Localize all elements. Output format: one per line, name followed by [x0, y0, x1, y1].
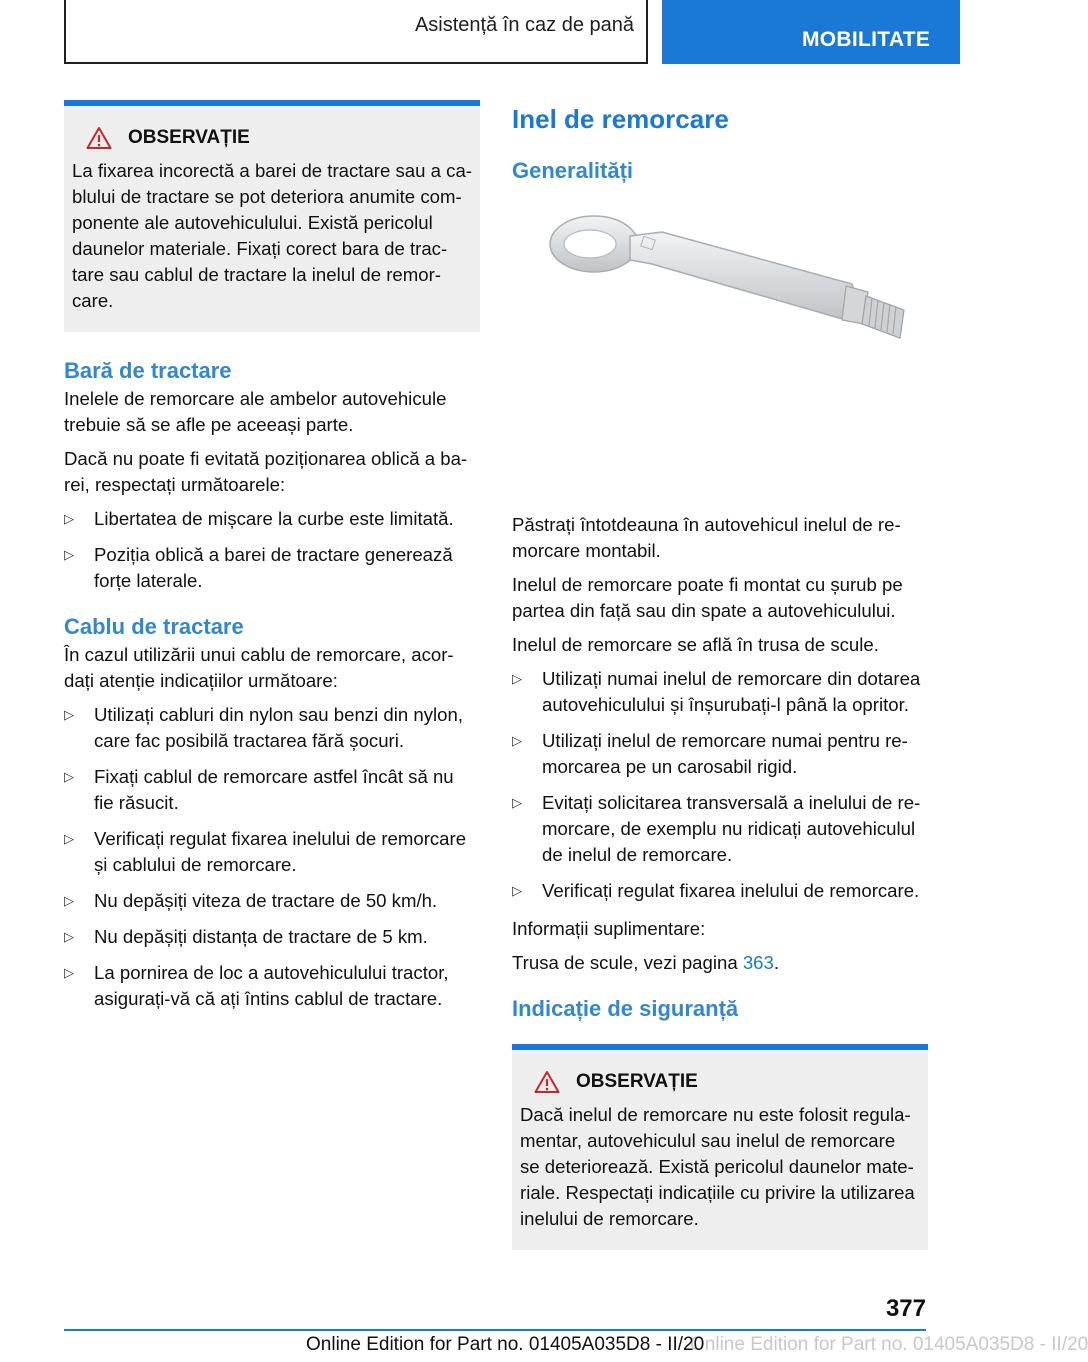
list-item: ▷ Nu depășiți viteza de tractare de 50 km/h. — [64, 888, 480, 914]
notice-title: OBSERVAȚIE — [128, 127, 250, 148]
bullet-icon: ▷ — [64, 547, 74, 562]
list-item: ▷ Fixați cablul de remorcare astfel încât să nu fie răsucit. — [64, 766, 454, 813]
notice-header — [520, 1068, 920, 1096]
footer-watermark: Online Edition for Part no. 01405A035D8 - II/20 — [690, 1334, 1088, 1355]
notice-box — [64, 100, 480, 332]
section-heading-bar: Bară de tractare — [64, 358, 232, 383]
left-column — [64, 100, 480, 1022]
bullet-list — [512, 666, 928, 904]
list-item: ▷ Verificați regulat fixarea inelului de remorcare. — [512, 878, 928, 904]
section-heading-cable: Cablu de tractare — [64, 614, 244, 639]
section-heading-towing-eye: Inel de remorcare — [512, 104, 729, 134]
paragraph: Inelul de remorcare se află în trusa de scule. — [512, 634, 879, 655]
bullet-list — [64, 506, 480, 594]
bullet-icon: ▷ — [512, 795, 522, 810]
list-item: ▷ La pornirea de loc a autovehiculului tractor, asigurați-vă că ați întins cablul de tractare. — [64, 962, 449, 1009]
bullet-icon: ▷ — [64, 965, 74, 980]
bullet-icon: ▷ — [64, 831, 74, 846]
paragraph: Păstrați întotdeauna în autovehicul inelul de re‐ morcare montabil. — [512, 514, 901, 561]
bullet-icon: ▷ — [512, 883, 522, 898]
bullet-icon: ▷ — [64, 707, 74, 722]
list-item: ▷ Libertatea de mișcare la curbe este limitată. — [64, 506, 480, 532]
notice-text: Dacă inelul de remorcare nu este folosit regula‐ mentar, autovehiculul sau inelul de remorcare se deteriorează. Există pericolul daunelor mate‐ riale. Respectați indicațiile cu privire la utilizarea inelului de remorcare. — [520, 1104, 915, 1229]
bullet-icon: ▷ — [512, 671, 522, 686]
list-item: ▷ Poziția oblică a barei de tractare generează forțe laterale. — [64, 544, 453, 591]
bullet-icon: ▷ — [512, 733, 522, 748]
page-number: 377 — [885, 1295, 926, 1322]
list-item: ▷ Evitați solicitarea transversală a inelului de re‐ morcare, de exemplu nu ridicați autovehiculul de inelul de remorcare. — [512, 792, 921, 865]
list-item: ▷ Utilizați cabluri din nylon sau benzi din nylon, care fac posibilă tractarea fără șocuri. — [64, 704, 463, 751]
bullet-icon: ▷ — [64, 769, 74, 784]
bullet-list — [64, 702, 480, 1012]
list-item: ▷ Utilizați inelul de remorcare numai pentru re‐ morcarea pe un carosabil rigid. — [512, 730, 908, 777]
warning-icon — [86, 126, 112, 150]
notice-header — [72, 124, 472, 152]
towing-eye-image — [512, 192, 928, 412]
header-tab-mobilitate[interactable]: MOBILITATE — [662, 0, 960, 64]
bullet-icon: ▷ — [64, 929, 74, 944]
paragraph: Inelul de remorcare poate fi montat cu șurub pe partea din față sau din spate a autovehiculului. — [512, 574, 903, 621]
subheading-safety: Indicație de siguranță — [512, 996, 739, 1021]
notice-box — [512, 1044, 928, 1250]
notice-title: OBSERVAȚIE — [576, 1071, 698, 1092]
subheading-general: Generalități — [512, 158, 634, 183]
warning-icon — [534, 1070, 560, 1094]
bullet-icon: ▷ — [64, 511, 74, 526]
footer-divider — [64, 1329, 926, 1331]
info-label: Informații suplimentare: — [512, 918, 706, 939]
footer-edition: Online Edition for Part no. 01405A035D8 - II/20 — [306, 1334, 705, 1355]
reference-line: Trusa de scule, vezi pagina 363. — [512, 952, 780, 973]
header-frame — [64, 0, 648, 64]
page-reference-link[interactable]: 363 — [742, 952, 774, 973]
bullet-icon: ▷ — [64, 893, 74, 908]
list-item: ▷ Nu depășiți distanța de tractare de 5 km. — [64, 924, 480, 950]
list-item: ▷ Verificați regulat fixarea inelului de remorcare și cablului de remorcare. — [64, 828, 467, 875]
list-item: ▷ Utilizați numai inelul de remorcare din dotarea autovehiculului și înșurubați-l până la opritor. — [512, 668, 921, 715]
paragraph: Dacă nu poate fi evitată poziționarea oblică a ba‐ rei, respectați următoarele: — [64, 448, 468, 495]
header-section-title: Asistență în caz de pană — [414, 14, 634, 36]
paragraph: În cazul utilizării unui cablu de remorcare, acor‐ dați atenție indicațiilor următoare: — [64, 644, 454, 691]
paragraph: Inelele de remorcare ale ambelor autovehicule trebuie să se afle pe aceeași parte. — [64, 388, 447, 435]
notice-text: La fixarea incorectă a barei de tractare sau a ca‐ blului de tractare se pot deteriora anumite com‐ ponente ale autovehiculului. Există pericolul daunelor materiale. Fixați corect bara de trac‐ tare sau cablul de tractare la inelul de remor‐ care. — [72, 160, 472, 311]
right-column — [512, 100, 928, 1250]
